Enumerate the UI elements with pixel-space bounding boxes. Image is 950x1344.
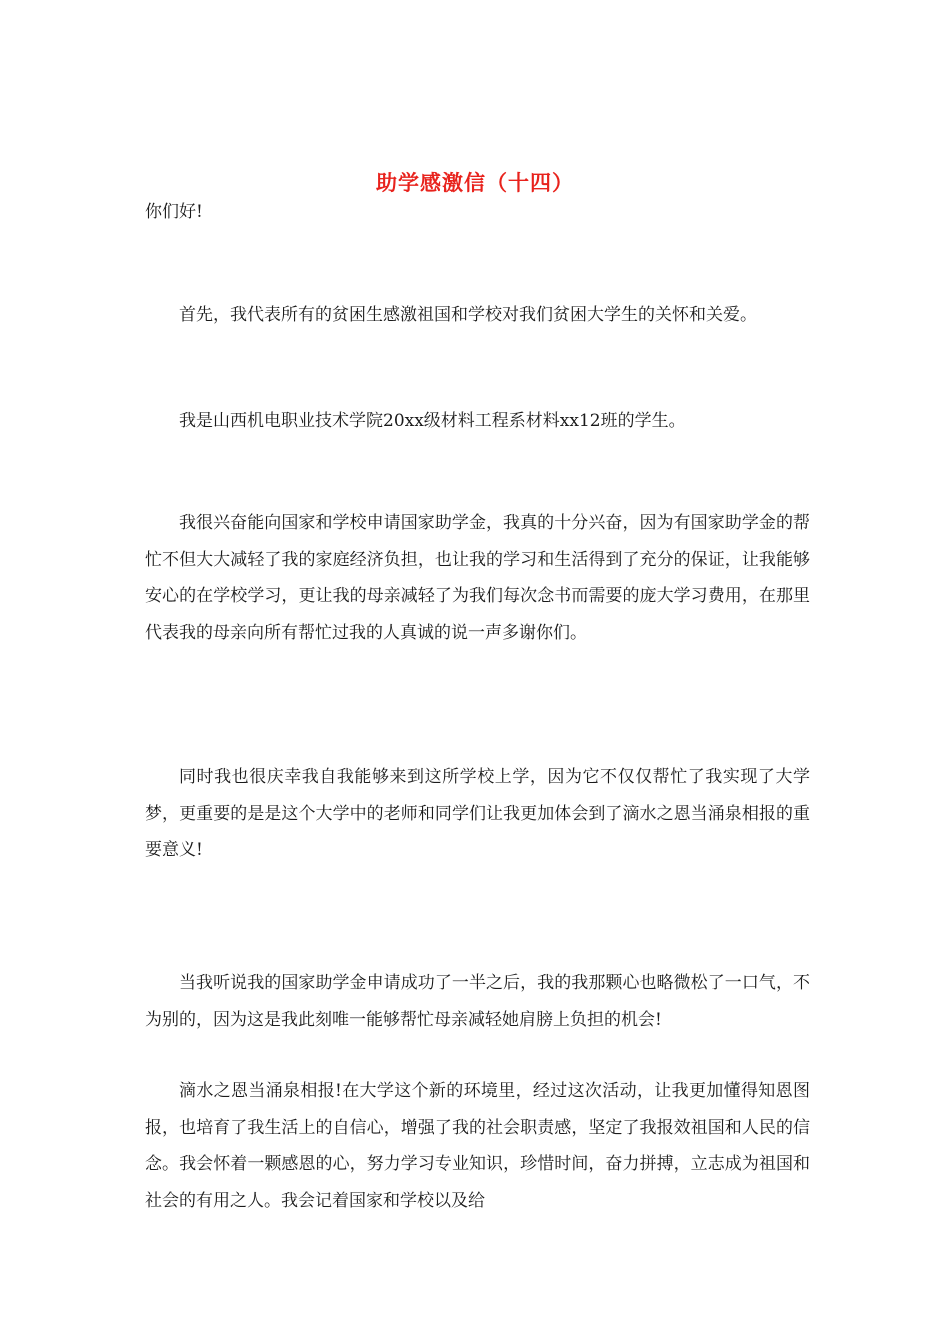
greeting: 你们好! (145, 202, 203, 222)
paragraph: 我很兴奋能向国家和学校申请国家助学金，我真的十分兴奋，因为有国家助学金的帮忙不但大大减轻了我的家庭经济负担，也让我的学习和生活得到了充分的保证，让我能够安心的在学校学习，更让我的母亲减轻了为我们每次念书而需要的庞大学习费用，在那里代表我的母亲向所有帮忙过我的人真诚的说一声多谢你们。 (145, 513, 810, 643)
paragraph: 首先，我代表所有的贫困生感激祖国和学校对我们贫困大学生的关怀和关爱。 (179, 305, 757, 325)
document-title: 助学感激信（十四） (376, 170, 574, 196)
paragraph: 我是山西机电职业技术学院20xx级材料工程系材料xx12班的学生。 (179, 411, 686, 431)
paragraph: 当我听说我的国家助学金申请成功了一半之后，我的我那颗心也略微松了一口气，不为别的，因为这是我此刻唯一能够帮忙母亲减轻她肩膀上负担的机会! (145, 973, 810, 1030)
paragraph: 同时我也很庆幸我自我能够来到这所学校上学，因为它不仅仅帮忙了我实现了大学梦，更重要的是是这个大学中的老师和同学们让我更加体会到了滴水之恩当涌泉相报的重要意义! (145, 767, 810, 860)
paragraph: 滴水之恩当涌泉相报!在大学这个新的环境里，经过这次活动，让我更加懂得知恩图报，也培育了我生活上的自信心，增强了我的社会职责感，坚定了我报效祖国和人民的信念。我会怀着一颗感恩的心，努力学习专业知识，珍惜时间，奋力拼搏，立志成为祖国和社会的有用之人。我会记着国家和学校以及给 (145, 1081, 810, 1211)
